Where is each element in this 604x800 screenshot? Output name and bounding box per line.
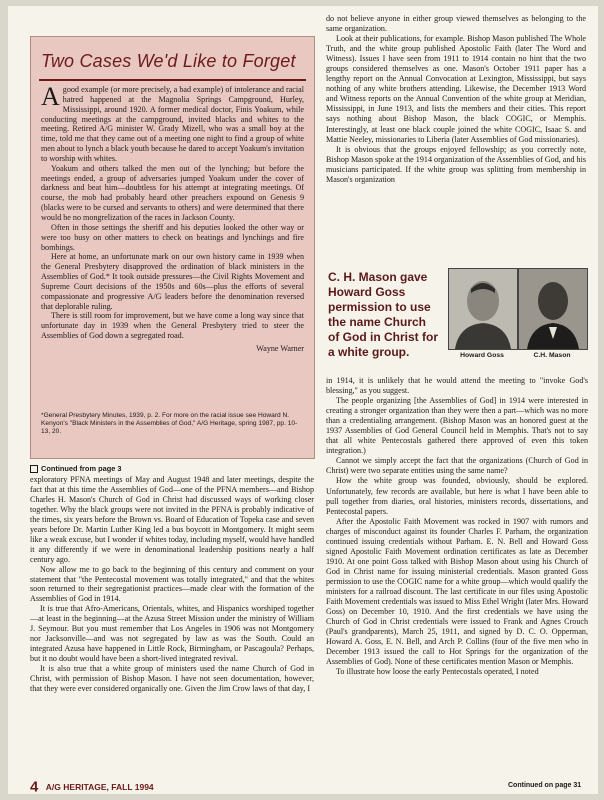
publication-line: A/G HERITAGE, FALL 1994 (45, 781, 154, 792)
body-paragraph: in 1914, it is unlikely that he would attend the meeting to "invoke God's blessing," as you suggest. (326, 376, 588, 396)
continued-from-label (30, 464, 314, 473)
continued-body (30, 475, 314, 694)
body-paragraph: How the white group was founded, obviously, should be explored. Unfortunately, few records are available, but here is what I have been able to pull together from diaries, oral histories, ministers records, dissertations, and Pentecostal papers. (326, 476, 588, 516)
portrait-icon (449, 269, 517, 349)
sidebar-paragraph: Often in those settings the sheriff and his deputies looked the other way or were too busy on other matters to check on beatings and lynchings and fire bombings. (41, 222, 304, 252)
square-icon (30, 465, 38, 473)
page-footer (30, 778, 154, 796)
body-paragraph: After the Apostolic Faith Movement was rocked in 1907 with rumors and charges of misconduct against its founder Charles F. Parham, the organization continued issuing credentials without Parham. E. N. Bell and Howard Goss signed Apostolic Faith Movement ordination certificates as late as December 1910. At one point Goss talked with Bishop Mason about using his Church of God in Christ name for issuing ministerial credentials. Mason granted Goss permission to use the COGIC name for a white group—which would qualify the ministers for a railroad discount. The last certificate in our files using Apostolic Faith Movement credentials was issued to Miss Ethel Wright (later Mrs. Howard Goss) on December 10, 1910. And the first credentials we have using the Church of God in Christ credentials were issued to Frank and Agnes Crouch (Paul's grandparents), March 25, 1911, and signed by D. C. O. Opperman, Howard A. Goss, E. N. Bell, and Arch P. Collins (four of the five men who in December 1913 issued the call to Hot Springs for the organization of the Assemblies of God). None of these certificates mention Mason or Memphis. (326, 516, 588, 667)
body-paragraph: It is true that Afro-Americans, Orientals, whites, and Hispanics worshiped together—at least in the beginning—at the Azusa Street Mission under the ministry of William J. Seymour. But you must remember that Los Angeles in 1906 was not Montgomery nor Jacksonville—and was not segregated by law as was the South. Could an integrated Azusa have happened in Little Rock, Birmingham, or Pascagoula? Perhaps, but it no doubt would have been a short-lived integrated revival. (30, 604, 314, 664)
photo-block (328, 268, 584, 363)
sidebar-paragraph: Here at home, an unfortunate mark on our own history came in 1939 when the General Presbytery disapproved the ordination of black ministers in the Assemblies of God.* It took outside pressures—the Civil Rights Movement and Supreme Court decisions of the 1950s and 60s—plus the efforts of several compassionate and progressive A/G leaders before the denomination reversed that deplorable ruling. (41, 252, 304, 311)
right-column-bottom (326, 376, 588, 677)
portrait-icon (519, 269, 587, 349)
title-rule (39, 79, 306, 81)
drop-cap: A (41, 82, 60, 111)
sidebar-paragraph: Yoakum and others talked the men out of the lynching; but before the meetings ended, a group of adversaries jumped Yoakum under the cover of darkness and beat him—doubtless for his attempt at integrating meetings. Of course, the mob had probably heard other preachers expound on Genesis 9 (blacks were to be cursed and servants to others) and were determined that there would be no mongrelization of the races in Jackson County. (41, 163, 304, 222)
body-paragraph: The people organizing [the Assemblies of God] in 1914 were interested in creating a stronger organization than they were then a part—which was no more than a credentialing arrangement. (Bishop Mason was an honored guest at the 1937 Assemblies of God General Council held in Memphis. That's not to say that all white Pentecostals gathered there approved of even this token integration.) (326, 396, 588, 456)
sidebar-title: Two Cases We'd Like to Forget (41, 51, 296, 71)
photo-caption: C. H. Mason gave Howard Goss permission to use the name Church of God in Christ for a white group. (328, 270, 438, 359)
continued-section (30, 464, 314, 694)
body-paragraph: Cannot we simply accept the fact that the organizations (Church of God in Christ) were two separate entities using the same name? (326, 456, 588, 476)
body-paragraph: It is also true that a white group of ministers used the name Church of God in Christ, with permission of Bishop Mason. I have not seen documentation, however, that they were ever considered organically one. Given the Jim Crow laws of that day, I (30, 664, 314, 694)
right-column-top (326, 14, 586, 185)
ch-mason-label: C.H. Mason (533, 352, 571, 359)
sidebar-body (41, 82, 304, 354)
howard-goss-label: Howard Goss (460, 352, 504, 359)
ch-mason-photo (518, 268, 588, 350)
sidebar-box (30, 36, 315, 459)
footnote: *General Presbytery Minutes, 1939, p. 2. For more on the racial issue see Howard N. Kenyon's "Black Ministers in the Assemblies of God," A/G Heritage, spring 1987, pp. 10-13, 20. (41, 412, 298, 435)
body-paragraph: do not believe anyone in either group viewed themselves as belonging to the same organization. (326, 14, 586, 34)
page-number: 4 (30, 778, 39, 796)
body-paragraph: It is obvious that the groups enjoyed fellowship; as you correctly note, Bishop Mason spoke at the 1914 organization of the Assemblies of God, and his musicians participated. If the white group was splitting from membership in Mason's organization (326, 144, 586, 184)
signature: Wayne Warner (256, 343, 304, 353)
howard-goss-photo (448, 268, 518, 350)
body-paragraph: Now allow me to go back to the beginning of this century and comment on your statement that "the Pentecostal movement was totally integrated," and that the whites soon returned to their segregationist practices—made clear with the formation of the Assemblies of God in 1914. (30, 564, 314, 604)
magazine-page (8, 6, 598, 794)
body-paragraph: Look at their publications, for example. Bishop Mason published The Whole Truth, and the white group published Apostolic Faith (later The Word and Witness). Issues I have seen from 1911 to 1914 contain no hint that the two groups considered themselves as one. Mason's October 1911 paper has a lengthy report on the Annual Convocation at Lexington, Mississippi, but says nothing of any white brothers attending. Likewise, the December 1913 Word and Witness reports on the Annual Convention of the white group at Meridian, Mississippi, in June 1913, and lists the members and their cities. This report says nothing about Bishop Mason, the black COGIC, or Memphis. Interestingly, at least one black couple joined the white COGIC, Isaac S. and Mattie Neeley, missionaries to Liberia (later Assemblies of God missionaries). (326, 34, 586, 144)
sidebar-paragraph: There is still room for improvement, but we have come a long way since that unfortunate day in 1939 when the General Presbytery tried to steer the Assemblies of God down a segregated road. (41, 311, 304, 341)
continued-on-label: Continued on page 31 (508, 782, 582, 789)
body-paragraph: To illustrate how loose the early Pentecostals operated, I noted (336, 667, 539, 677)
body-paragraph: exploratory PFNA meetings of May and August 1948 and later meetings, despite the fact that at this time the Assemblies of God—one of the PFNA members—and Bishop Charles H. Mason's Church of God in Christ had discussed ways of working closer together. Why the black groups were not invited in the PFNA is probably indicative of the times, six years before the Brown vs. Board of Education of Topeka case and seven years before Dr. Martin Luther King led a bus boycott in Montgomery. It might seem like a weak excuse, but I wonder if whites today, including myself, would have handled it any differently if we were in denominational leadership positions nearly a half century ago. (30, 475, 314, 564)
sidebar-paragraph: good example (or more precisely, a bad example) of intolerance and racial hatred happened at the Magnolia Springs Campground, Hurley, Mississippi, around 1920. A former medical doctor, Finis Yoakum, while conducting meetings at the campground, invited blacks and whites to the meeting. Retired A/G minister W. Grady Mizell, who was a small boy at the time, told me that they came out of a meeting one night to find a group of white men about to lynch a black youth because he dared to accept Yoakum's invitation to worship with whites. (41, 85, 304, 163)
continued-from-text: Continued from page 3 (41, 464, 122, 473)
